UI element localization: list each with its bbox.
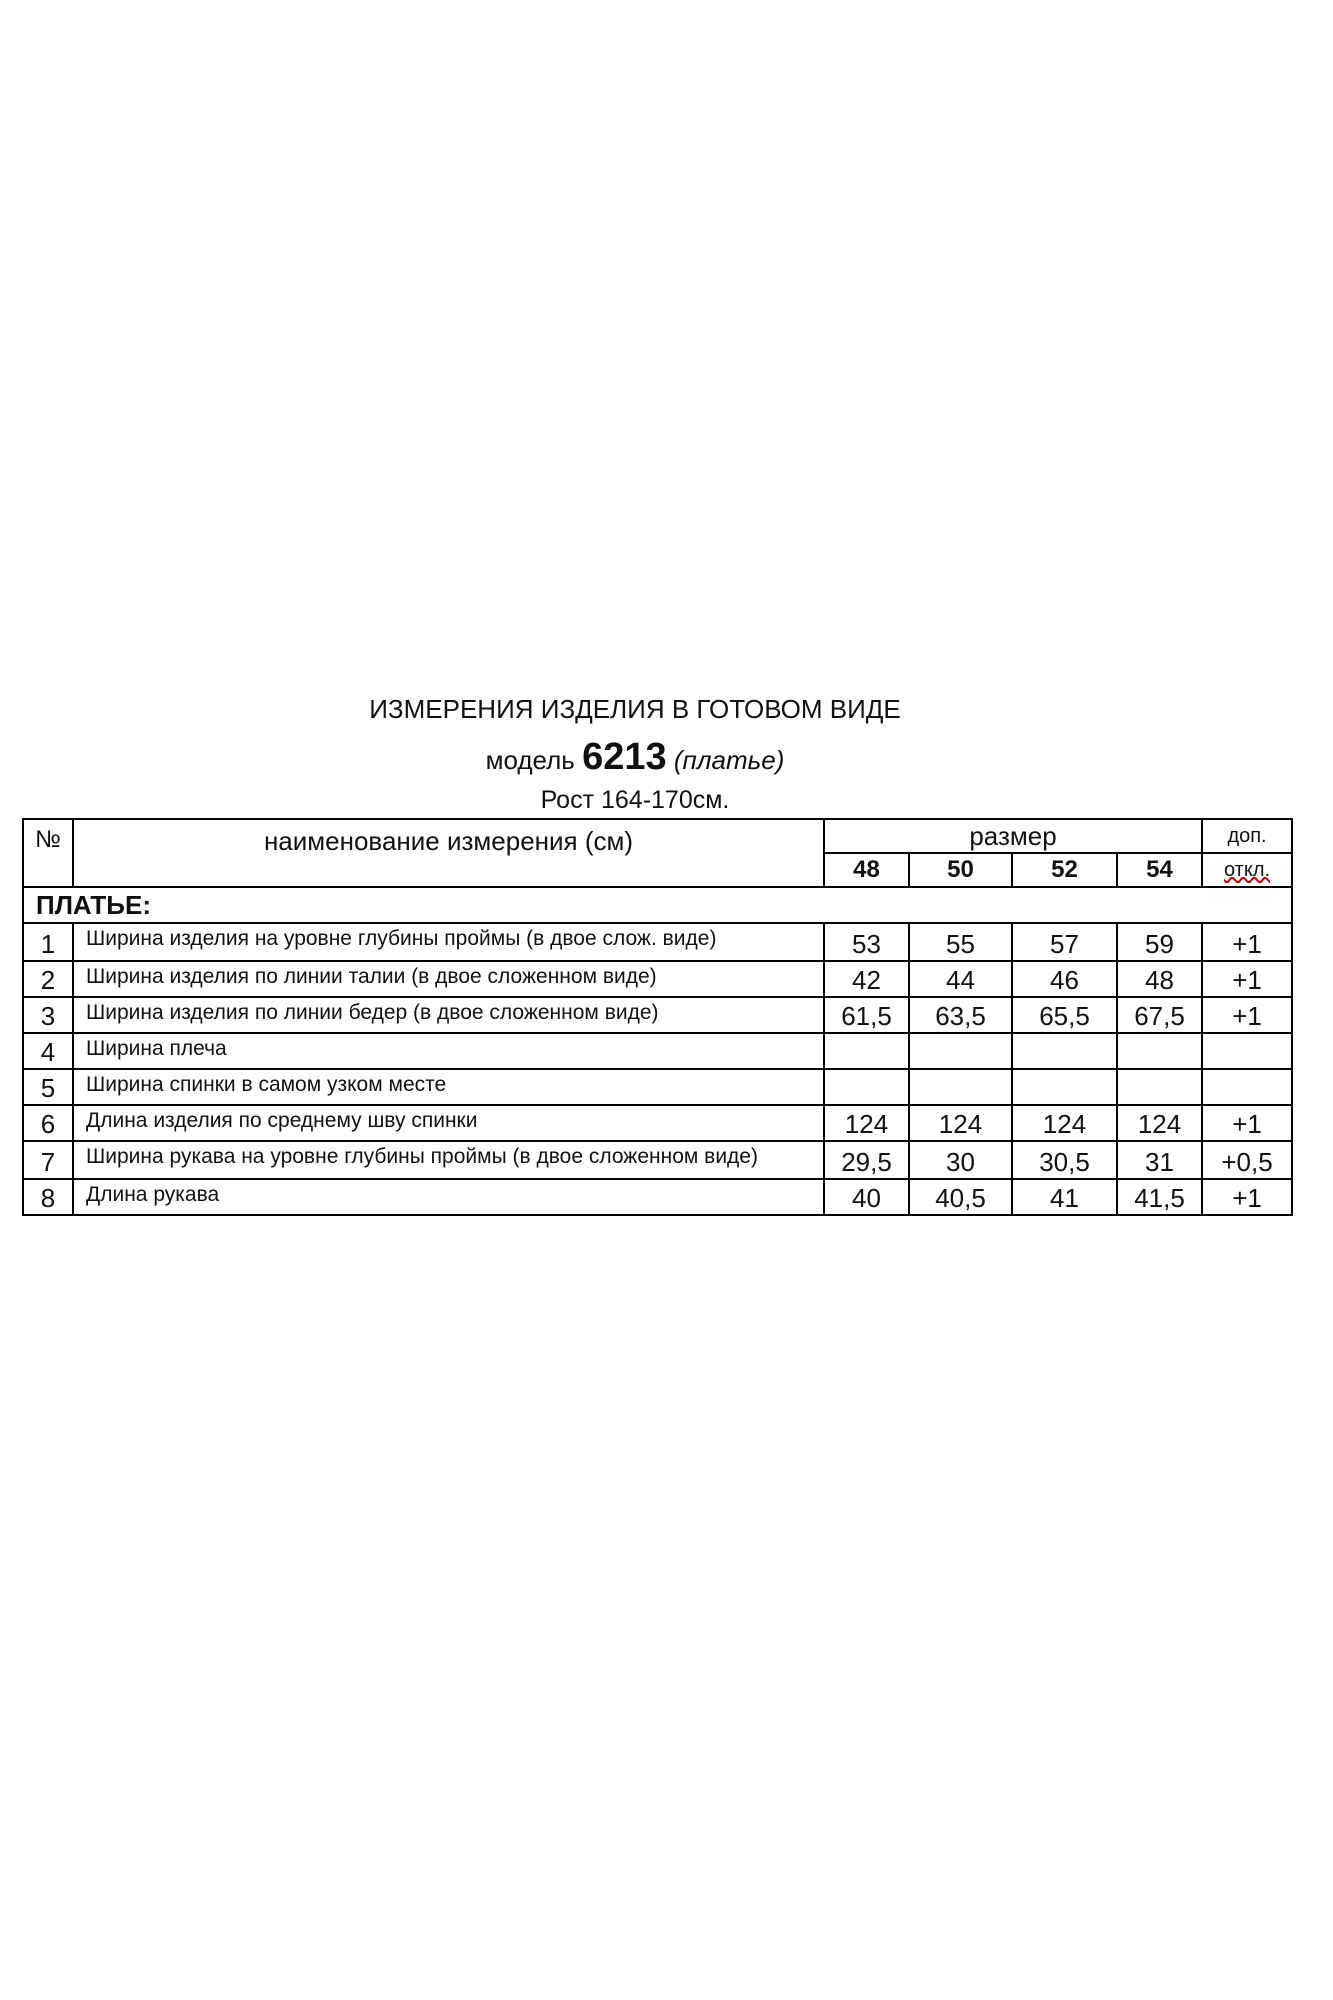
doc-title: ИЗМЕРЕНИЯ ИЗДЕЛИЯ В ГОТОВОМ ВИДЕ bbox=[369, 694, 901, 724]
size-value: 48 bbox=[1117, 961, 1202, 997]
row-number: 2 bbox=[23, 961, 73, 997]
height-line: Рост 164-170см. bbox=[540, 786, 730, 814]
size-value: 55 bbox=[909, 923, 1012, 961]
size-value: 65,5 bbox=[1012, 997, 1117, 1033]
size-value bbox=[1117, 1069, 1202, 1105]
tolerance-value bbox=[1202, 1069, 1292, 1105]
size-value bbox=[909, 1069, 1012, 1105]
size-header: 50 bbox=[909, 853, 1012, 887]
size-value bbox=[824, 1069, 909, 1105]
size-value: 41 bbox=[1012, 1179, 1117, 1215]
measurement-name: Длина рукава bbox=[73, 1179, 824, 1215]
measurements-table bbox=[22, 818, 1293, 1216]
size-value: 59 bbox=[1117, 923, 1202, 961]
tolerance-value: +1 bbox=[1202, 923, 1292, 961]
size-value: 44 bbox=[909, 961, 1012, 997]
model-line bbox=[0, 736, 1270, 779]
size-value: 46 bbox=[1012, 961, 1117, 997]
tolerance-value bbox=[1202, 1033, 1292, 1069]
tolerance-value: +0,5 bbox=[1202, 1141, 1292, 1179]
row-number: 8 bbox=[23, 1179, 73, 1215]
tolerance-value: +1 bbox=[1202, 1179, 1292, 1215]
size-value: 124 bbox=[824, 1105, 909, 1141]
size-value: 40,5 bbox=[909, 1179, 1012, 1215]
size-value: 124 bbox=[1012, 1105, 1117, 1141]
measurement-name: Ширина изделия по линии бедер (в двое сложенном виде) bbox=[73, 997, 824, 1033]
table-row bbox=[23, 1069, 1292, 1105]
measurement-name: Ширина изделия на уровне глубины проймы (в двое слож. виде) bbox=[73, 923, 824, 961]
size-value: 63,5 bbox=[909, 997, 1012, 1033]
size-value bbox=[824, 1033, 909, 1069]
size-header: 54 bbox=[1117, 853, 1202, 887]
size-value: 124 bbox=[909, 1105, 1012, 1141]
table-row bbox=[23, 1105, 1292, 1141]
tolerance-value: +1 bbox=[1202, 997, 1292, 1033]
col-header-number: № bbox=[23, 819, 73, 887]
measurement-name: Ширина рукава на уровне глубины проймы (в двое сложенном виде) bbox=[73, 1141, 824, 1179]
size-value: 67,5 bbox=[1117, 997, 1202, 1033]
table-row bbox=[23, 1141, 1292, 1179]
row-number: 4 bbox=[23, 1033, 73, 1069]
row-number: 1 bbox=[23, 923, 73, 961]
model-type: (платье) bbox=[673, 745, 785, 775]
size-value: 57 bbox=[1012, 923, 1117, 961]
size-value bbox=[1117, 1033, 1202, 1069]
size-value bbox=[909, 1033, 1012, 1069]
measurement-name: Ширина спинки в самом узком месте bbox=[73, 1069, 824, 1105]
measurement-name: Длина изделия по среднему шву спинки bbox=[73, 1105, 824, 1141]
size-value: 61,5 bbox=[824, 997, 909, 1033]
table-row bbox=[23, 1179, 1292, 1215]
measurement-name: Ширина плеча bbox=[73, 1033, 824, 1069]
col-header-name: наименование измерения (см) bbox=[73, 819, 824, 887]
size-value: 29,5 bbox=[824, 1141, 909, 1179]
size-value: 30,5 bbox=[1012, 1141, 1117, 1179]
tolerance-value: +1 bbox=[1202, 961, 1292, 997]
row-number: 7 bbox=[23, 1141, 73, 1179]
size-value: 30 bbox=[909, 1141, 1012, 1179]
row-number: 5 bbox=[23, 1069, 73, 1105]
table-row bbox=[23, 961, 1292, 997]
size-value: 42 bbox=[824, 961, 909, 997]
size-value: 41,5 bbox=[1117, 1179, 1202, 1215]
size-value bbox=[1012, 1033, 1117, 1069]
size-value: 40 bbox=[824, 1179, 909, 1215]
col-header-tolerance-1: доп. bbox=[1202, 819, 1292, 853]
size-value: 124 bbox=[1117, 1105, 1202, 1141]
size-value: 31 bbox=[1117, 1141, 1202, 1179]
table-row bbox=[23, 923, 1292, 961]
table-row bbox=[23, 997, 1292, 1033]
row-number: 3 bbox=[23, 997, 73, 1033]
size-value bbox=[1012, 1069, 1117, 1105]
section-label: ПЛАТЬЕ: bbox=[23, 887, 1292, 923]
table-row bbox=[23, 1033, 1292, 1069]
size-header: 52 bbox=[1012, 853, 1117, 887]
size-value: 53 bbox=[824, 923, 909, 961]
row-number: 6 bbox=[23, 1105, 73, 1141]
model-number: 6213 bbox=[582, 736, 667, 778]
model-prefix: модель bbox=[485, 745, 583, 775]
size-header: 48 bbox=[824, 853, 909, 887]
col-header-size: размер bbox=[824, 819, 1202, 853]
col-header-tolerance-2: откл. bbox=[1224, 858, 1271, 881]
tolerance-value: +1 bbox=[1202, 1105, 1292, 1141]
measurement-name: Ширина изделия по линии талии (в двое сложенном виде) bbox=[73, 961, 824, 997]
